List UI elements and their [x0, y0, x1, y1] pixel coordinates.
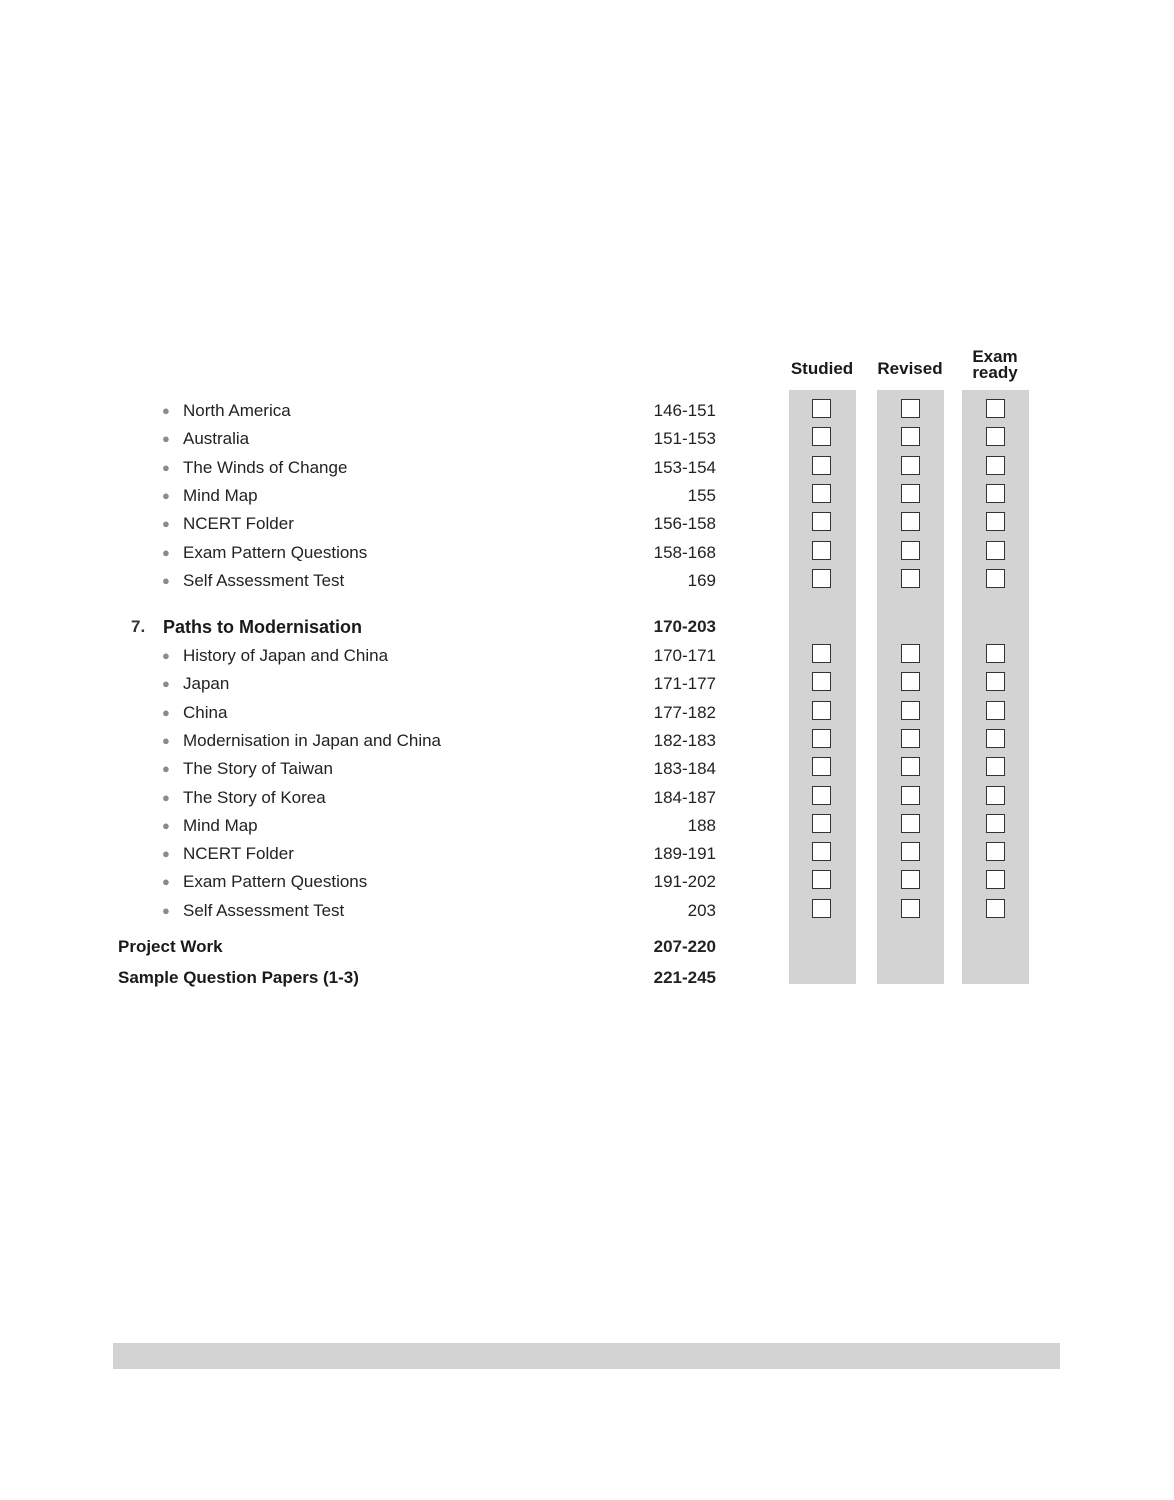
item-label: Exam Pattern Questions	[183, 872, 368, 892]
list-item	[0, 759, 1174, 785]
revised-checkbox[interactable]	[901, 427, 920, 446]
revised-checkbox[interactable]	[901, 899, 920, 918]
item-pages: 188	[687, 815, 716, 835]
item-label: NCERT Folder	[183, 844, 294, 864]
revised-checkbox[interactable]	[901, 512, 920, 531]
list-item	[0, 674, 1174, 700]
bullet-icon: ●	[162, 817, 170, 833]
item-label: China	[183, 702, 228, 722]
item-label: Exam Pattern Questions	[183, 542, 368, 562]
list-item	[0, 571, 1174, 597]
exam-ready-checkbox[interactable]	[986, 842, 1005, 861]
studied-checkbox[interactable]	[812, 701, 831, 720]
studied-checkbox[interactable]	[812, 456, 831, 475]
item-pages: 156-158	[653, 514, 716, 534]
item-label: North America	[183, 401, 291, 420]
item-label: NCERT Folder	[183, 514, 294, 534]
bullet-icon: ●	[162, 459, 170, 475]
item-label: Japan	[183, 674, 230, 694]
item-pages: 151-153	[653, 429, 716, 449]
studied-checkbox[interactable]	[812, 786, 831, 805]
item-label: History of Japan and China	[183, 646, 389, 665]
exam-ready-header-line1: Exam	[972, 347, 1018, 366]
item-pages: 203	[687, 900, 716, 920]
studied-checkbox[interactable]	[812, 484, 831, 503]
chapter-title: Paths to Modernisation	[163, 617, 363, 637]
item-pages: 169	[687, 570, 716, 590]
item-label: Modernisation in Japan and China	[183, 730, 442, 750]
studied-checkbox[interactable]	[812, 842, 831, 861]
bullet-icon: ●	[162, 431, 170, 447]
list-item	[0, 872, 1174, 898]
studied-checkbox[interactable]	[812, 399, 831, 418]
revised-checkbox[interactable]	[901, 870, 920, 889]
item-pages: 189-191	[653, 844, 716, 864]
studied-checkbox[interactable]	[812, 427, 831, 446]
bullet-icon: ●	[162, 874, 170, 890]
bullet-icon: ●	[162, 789, 170, 805]
revised-checkbox[interactable]	[901, 842, 920, 861]
item-pages: 191-202	[653, 872, 716, 892]
item-pages: 158-168	[653, 542, 716, 562]
list-item	[0, 401, 1174, 427]
revised-checkbox[interactable]	[901, 729, 920, 748]
revised-checkbox[interactable]	[901, 672, 920, 691]
studied-checkbox[interactable]	[812, 870, 831, 889]
item-pages: 182-183	[653, 730, 716, 750]
bullet-icon: ●	[162, 761, 170, 777]
revised-checkbox[interactable]	[901, 644, 920, 663]
revised-checkbox[interactable]	[901, 569, 920, 588]
exam-ready-checkbox[interactable]	[986, 786, 1005, 805]
chapter-heading-row	[0, 617, 1174, 643]
exam-ready-checkbox[interactable]	[986, 569, 1005, 588]
list-item	[0, 458, 1174, 484]
list-item	[0, 788, 1174, 814]
bullet-icon: ●	[162, 544, 170, 560]
exam-ready-checkbox[interactable]	[986, 456, 1005, 475]
exam-ready-checkbox[interactable]	[986, 899, 1005, 918]
revised-checkbox[interactable]	[901, 814, 920, 833]
item-label: The Winds of Change	[183, 457, 348, 477]
bullet-icon: ●	[162, 572, 170, 588]
item-label: The Story of Taiwan	[183, 759, 333, 779]
studied-checkbox[interactable]	[812, 899, 831, 918]
exam-ready-checkbox[interactable]	[986, 399, 1005, 418]
exam-ready-checkbox[interactable]	[986, 512, 1005, 531]
item-label: Self Assessment Test	[183, 570, 345, 590]
list-item	[0, 703, 1174, 729]
list-item	[0, 731, 1174, 757]
revised-checkbox[interactable]	[901, 484, 920, 503]
revised-checkbox[interactable]	[901, 786, 920, 805]
studied-checkbox[interactable]	[812, 541, 831, 560]
exam-ready-checkbox[interactable]	[986, 484, 1005, 503]
project-work-label: Project Work	[118, 937, 223, 956]
studied-checkbox[interactable]	[812, 644, 831, 663]
item-pages: 146-151	[653, 401, 716, 420]
bullet-icon: ●	[162, 676, 170, 692]
item-label: The Story of Korea	[183, 787, 326, 807]
exam-ready-checkbox[interactable]	[986, 729, 1005, 748]
item-label: Self Assessment Test	[183, 900, 345, 920]
item-pages: 171-177	[653, 674, 716, 694]
exam-ready-checkbox[interactable]	[986, 644, 1005, 663]
item-pages: 170-171	[653, 646, 716, 665]
bullet-icon: ●	[162, 902, 170, 918]
bullet-icon: ●	[162, 846, 170, 862]
item-label: Australia	[183, 429, 250, 449]
exam-ready-checkbox[interactable]	[986, 672, 1005, 691]
exam-ready-checkbox[interactable]	[986, 701, 1005, 720]
sample-papers-pages: 221-245	[653, 968, 716, 987]
revised-checkbox[interactable]	[901, 541, 920, 560]
revised-checkbox[interactable]	[901, 757, 920, 776]
studied-checkbox[interactable]	[812, 729, 831, 748]
list-item	[0, 486, 1174, 512]
item-label: Mind Map	[183, 485, 258, 505]
exam-ready-checkbox[interactable]	[986, 870, 1005, 889]
exam-ready-checkbox[interactable]	[986, 427, 1005, 446]
bullet-icon: ●	[162, 732, 170, 748]
list-item	[0, 844, 1174, 870]
project-work-pages: 207-220	[653, 937, 716, 956]
studied-checkbox[interactable]	[812, 569, 831, 588]
sample-papers-row	[0, 968, 1174, 994]
list-item	[0, 514, 1174, 540]
item-pages: 155	[687, 485, 716, 505]
item-pages: 153-154	[653, 457, 716, 477]
studied-checkbox[interactable]	[812, 814, 831, 833]
project-work-row	[0, 937, 1174, 963]
bullet-icon: ●	[162, 648, 170, 663]
list-item	[0, 646, 1174, 672]
revised-checkbox[interactable]	[901, 701, 920, 720]
revised-header: Revised	[877, 359, 943, 378]
bullet-icon: ●	[162, 516, 170, 532]
item-label: Mind Map	[183, 815, 258, 835]
item-pages: 184-187	[653, 787, 716, 807]
bullet-icon: ●	[162, 403, 170, 418]
exam-ready-checkbox[interactable]	[986, 757, 1005, 776]
bullet-icon: ●	[162, 487, 170, 503]
studied-checkbox[interactable]	[812, 512, 831, 531]
studied-checkbox[interactable]	[812, 672, 831, 691]
exam-ready-checkbox[interactable]	[986, 541, 1005, 560]
studied-checkbox[interactable]	[812, 757, 831, 776]
list-item	[0, 543, 1174, 569]
list-item	[0, 901, 1174, 927]
exam-ready-checkbox[interactable]	[986, 814, 1005, 833]
revised-checkbox[interactable]	[901, 456, 920, 475]
revised-checkbox[interactable]	[901, 399, 920, 418]
exam-ready-header-line2: ready	[972, 363, 1018, 382]
list-item	[0, 429, 1174, 455]
chapter-number: 7.	[131, 617, 146, 636]
footer-bar	[113, 1343, 1060, 1369]
studied-header: Studied	[790, 359, 854, 378]
list-item	[0, 816, 1174, 842]
item-pages: 183-184	[653, 759, 716, 779]
item-pages: 177-182	[653, 702, 716, 722]
exam-ready-header	[940, 349, 1050, 381]
bullet-icon: ●	[162, 704, 170, 720]
chapter-pages: 170-203	[653, 617, 716, 636]
sample-papers-label: Sample Question Papers (1-3)	[118, 968, 359, 987]
